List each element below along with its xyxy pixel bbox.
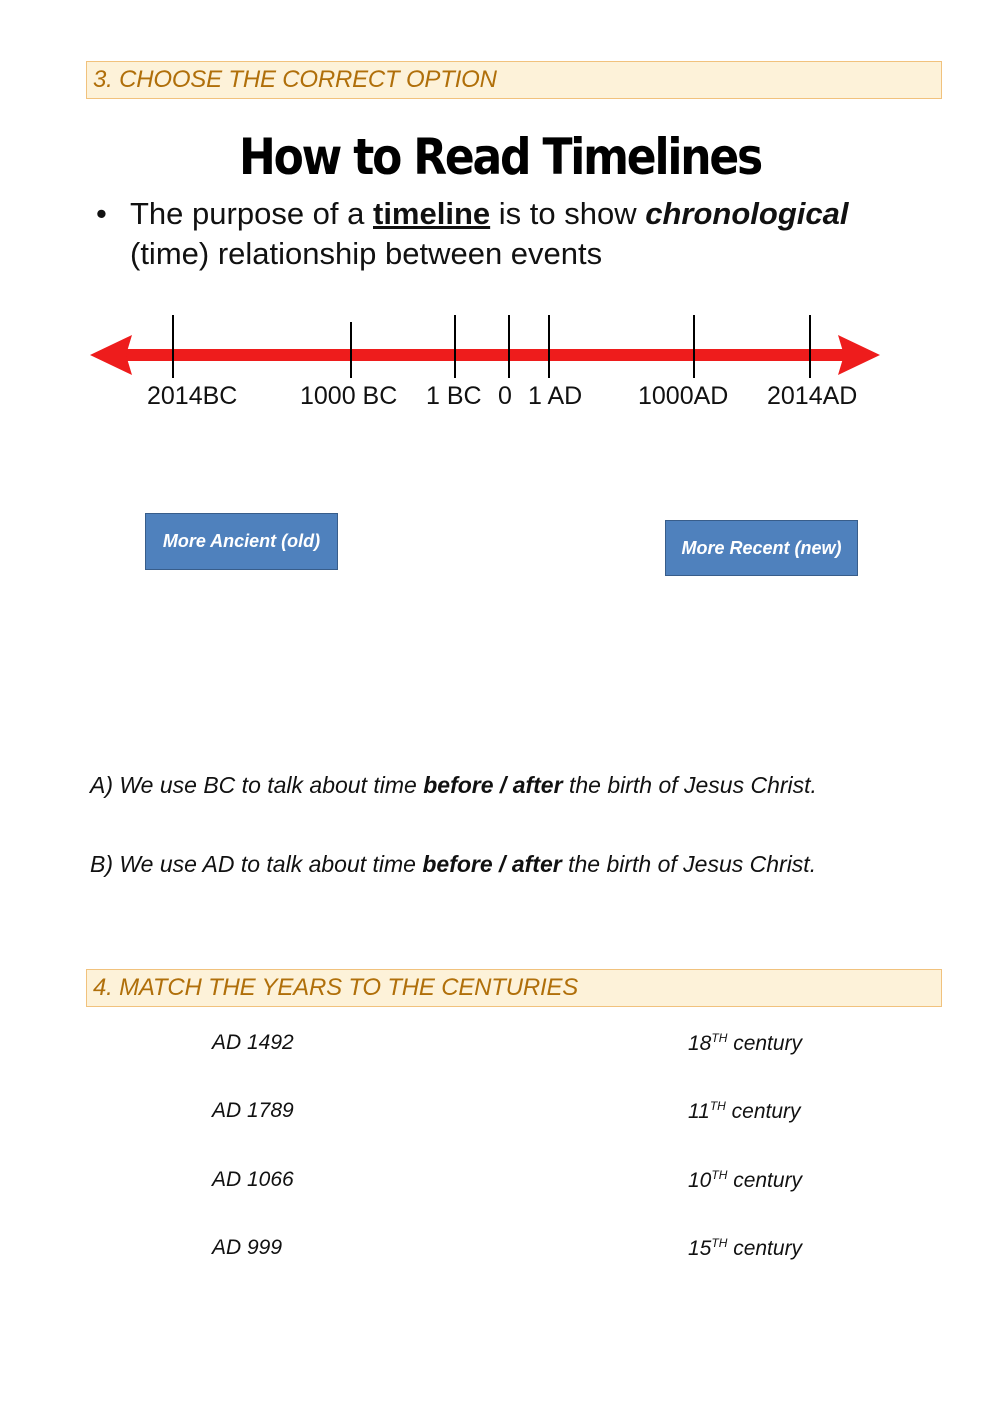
century-suffix: TH: [711, 1168, 728, 1182]
century-word: century: [725, 1100, 801, 1123]
century-item[interactable]: [688, 1099, 801, 1124]
section-4-header: 4. MATCH THE YEARS TO THE CENTURIES: [86, 969, 942, 1007]
bullet-keyword: timeline: [373, 196, 491, 231]
bullet-text-pre: The purpose of a: [130, 196, 373, 231]
timeline-ticks: [173, 315, 810, 378]
century-number: 10: [688, 1169, 712, 1192]
year-item[interactable]: AD 999: [212, 1236, 283, 1259]
century-word: century: [727, 1032, 803, 1055]
century-word: century: [727, 1169, 803, 1192]
bullet-dot: •: [96, 196, 107, 231]
section-3-header: 3. CHOOSE THE CORRECT OPTION: [86, 61, 942, 99]
timeline-diagram: [0, 300, 1000, 420]
more-ancient-box: More Ancient (old): [145, 513, 338, 570]
question-b-suffix: the birth of Jesus Christ.: [561, 851, 817, 877]
bullet-emphasis: chronological: [645, 196, 849, 231]
century-word: century: [727, 1237, 803, 1260]
century-number: 15: [688, 1237, 712, 1260]
year-item[interactable]: AD 1789: [212, 1099, 294, 1122]
timeline-label: 0: [498, 382, 512, 410]
timeline-label: 1000AD: [638, 382, 729, 410]
century-item[interactable]: [688, 1236, 802, 1261]
bullet-text-post: (time) relationship between events: [130, 236, 603, 271]
timeline-label: 1000 BC: [300, 382, 398, 410]
question-a-options[interactable]: before / after: [423, 772, 563, 798]
century-suffix: TH: [711, 1031, 728, 1045]
slide-title: How to Read Timelines: [239, 128, 761, 186]
timeline-label: 1 AD: [528, 382, 583, 410]
century-item[interactable]: [688, 1168, 802, 1193]
timeline-label: 1 BC: [426, 382, 482, 410]
year-item[interactable]: AD 1066: [212, 1168, 294, 1191]
more-recent-box: More Recent (new): [665, 520, 858, 576]
question-b-options[interactable]: before / after: [422, 851, 562, 877]
century-item[interactable]: [688, 1031, 802, 1056]
question-b-prefix: B) We use AD to talk about time: [90, 851, 423, 877]
timeline-label: 2014BC: [147, 382, 238, 410]
arrow-left-icon: [90, 335, 132, 375]
question-a: [90, 772, 817, 799]
century-suffix: TH: [711, 1236, 728, 1250]
year-item[interactable]: AD 1492: [212, 1031, 294, 1054]
century-number: 11: [688, 1100, 710, 1123]
bullet-text-mid: is to show: [490, 196, 646, 231]
question-a-prefix: A) We use BC to talk about time: [90, 772, 424, 798]
question-a-suffix: the birth of Jesus Christ.: [562, 772, 817, 798]
question-b: [90, 851, 816, 878]
century-number: 18: [688, 1032, 712, 1055]
arrow-right-icon: [838, 335, 880, 375]
century-suffix: TH: [709, 1099, 726, 1113]
timeline-label: 2014AD: [767, 382, 858, 410]
